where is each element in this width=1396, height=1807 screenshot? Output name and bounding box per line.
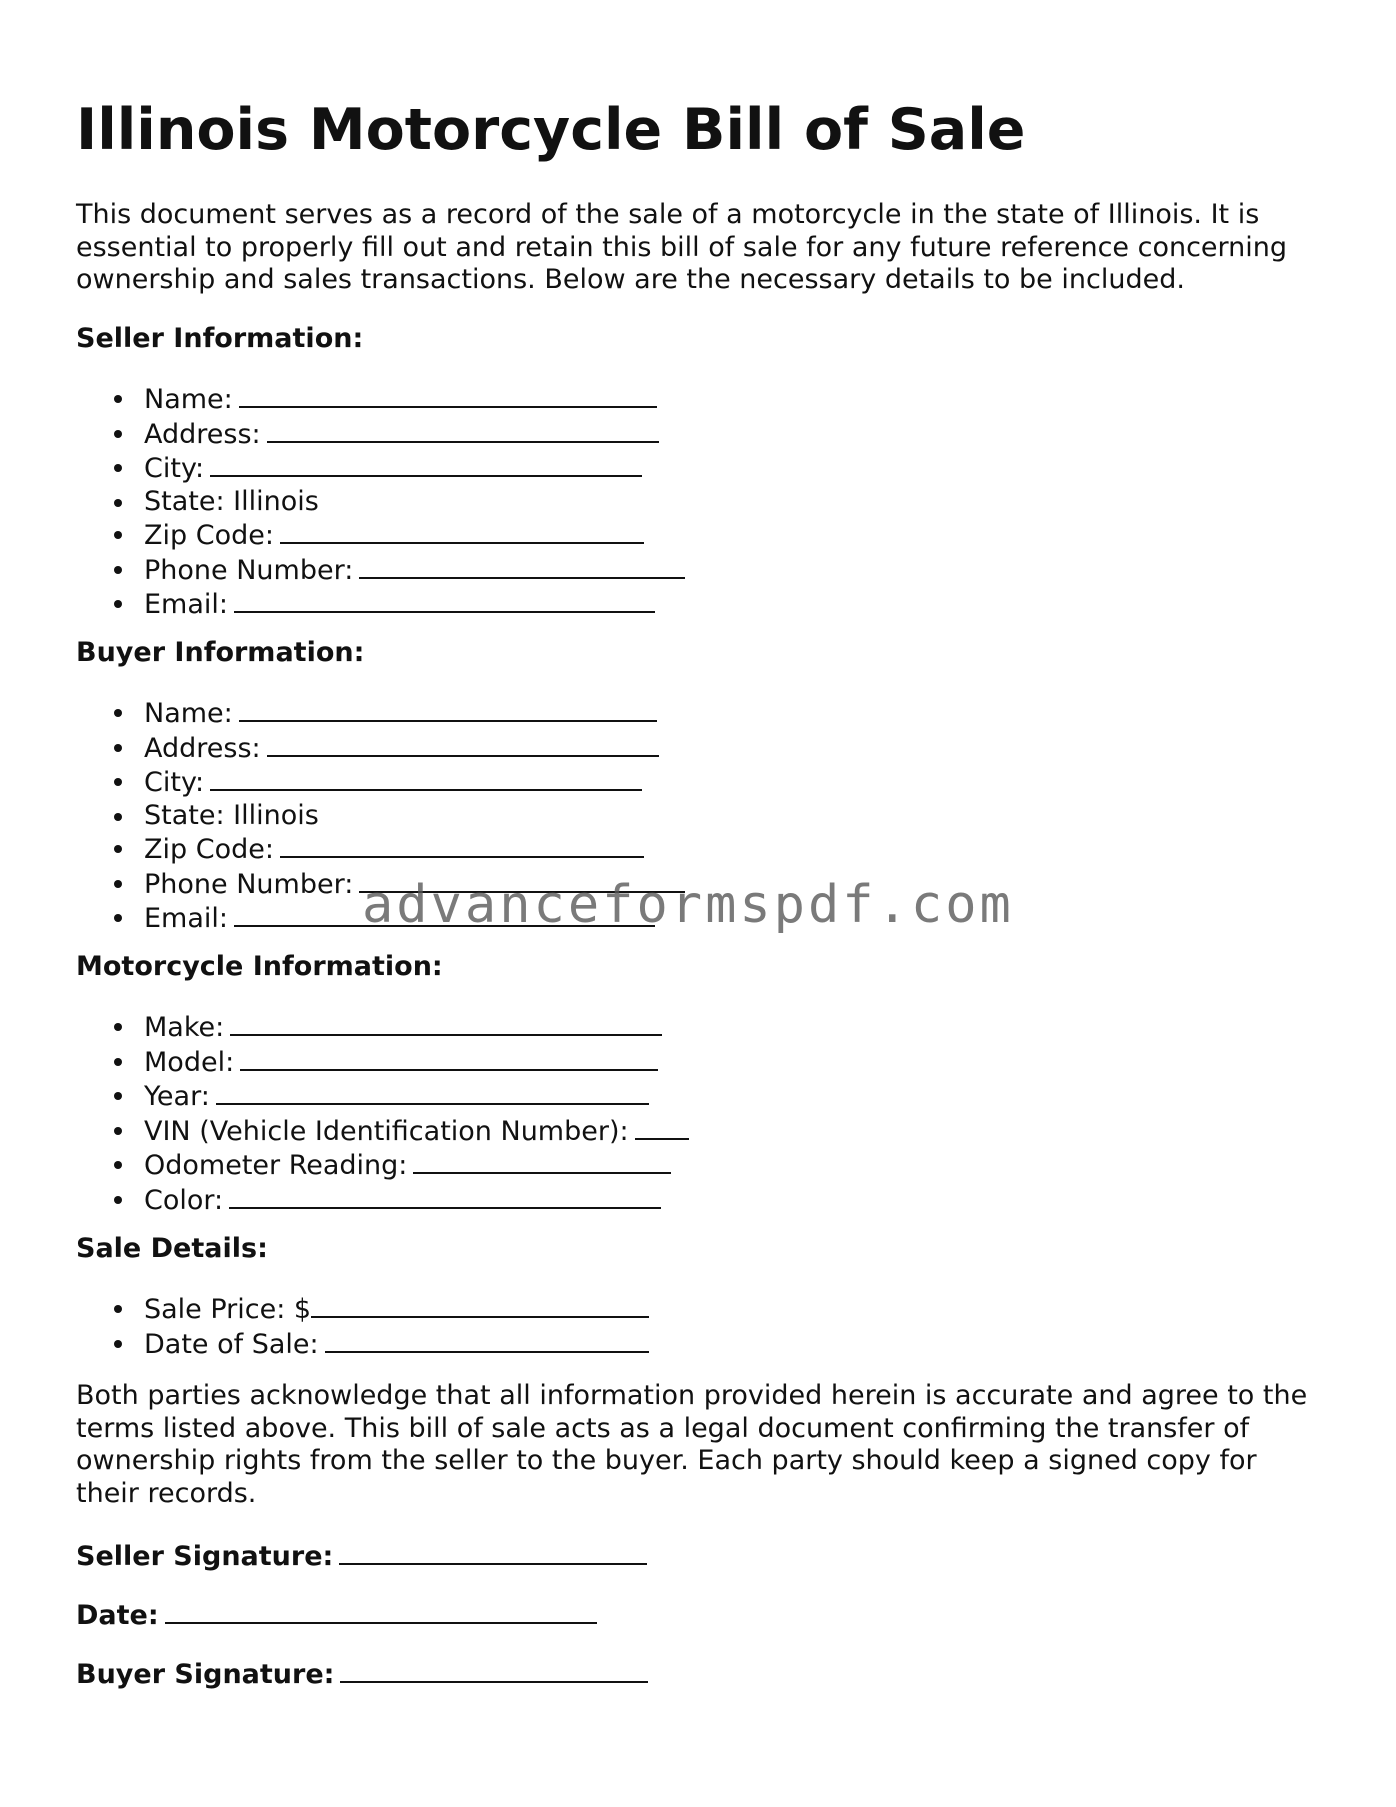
buyer-state-field: State: Illinois [114, 800, 685, 833]
sale-price-field[interactable]: Sale Price: $ [114, 1292, 649, 1327]
seller-name-field[interactable]: Name: [114, 382, 685, 417]
seller-email-field[interactable]: Email: [114, 587, 685, 622]
buyer-section-heading: Buyer Information: [76, 637, 365, 668]
buyer-signature-blank[interactable] [340, 1657, 648, 1683]
motorcycle-year-blank[interactable] [216, 1079, 649, 1105]
seller-address-blank[interactable] [267, 417, 659, 443]
seller-fields-list [114, 382, 685, 622]
seller-city-field[interactable]: City: [114, 451, 685, 486]
seller-zip-field[interactable]: Zip Code: [114, 518, 685, 553]
motorcycle-section-heading: Motorcycle Information: [76, 951, 443, 982]
sale-fields-list [114, 1292, 649, 1361]
buyer-address-blank[interactable] [267, 731, 659, 757]
seller-address-field[interactable]: Address: [114, 417, 685, 452]
motorcycle-make-field[interactable]: Make: [114, 1010, 689, 1045]
seller-signature-field[interactable]: Seller Signature: [76, 1539, 647, 1573]
motorcycle-color-blank[interactable] [229, 1183, 661, 1209]
seller-city-blank[interactable] [210, 451, 642, 477]
sale-date-field[interactable]: Date of Sale: [114, 1327, 649, 1362]
watermark-text: advanceformspdf.com [362, 875, 1014, 935]
buyer-city-blank[interactable] [210, 765, 642, 791]
seller-phone-blank[interactable] [359, 553, 685, 579]
sale-date-blank[interactable] [325, 1327, 649, 1353]
buyer-address-field[interactable]: Address: [114, 731, 685, 766]
buyer-email-field[interactable]: Email: [114, 901, 685, 936]
motorcycle-fields-list [114, 1010, 689, 1217]
seller-signature-blank[interactable] [339, 1539, 647, 1565]
motorcycle-year-field[interactable]: Year: [114, 1079, 689, 1114]
motorcycle-model-field[interactable]: Model: [114, 1045, 689, 1080]
seller-email-blank[interactable] [234, 587, 655, 613]
page-title: Illinois Motorcycle Bill of Sale [76, 97, 1026, 163]
buyer-name-blank[interactable] [239, 696, 657, 722]
signature-date-blank[interactable] [165, 1598, 597, 1624]
intro-paragraph: This document serves as a record of the sale of a motorcycle in the state of Illinois. It is essential to properly fill out and retain this bill of sale for any future reference concerning ownership and sales transactions. Below are the necessary details to be included. [76, 199, 1288, 295]
seller-phone-field[interactable]: Phone Number: [114, 553, 685, 588]
motorcycle-vin-field[interactable]: VIN (Vehicle Identification Number): [114, 1114, 689, 1149]
motorcycle-color-field[interactable]: Color: [114, 1183, 689, 1218]
closing-paragraph: Both parties acknowledge that all information provided herein is accurate and agree to the terms listed above. This bill of sale acts as a legal document confirming the transfer of ownership rights from the seller to the buyer. Each party should keep a signed copy for their records. [76, 1380, 1308, 1509]
buyer-phone-field[interactable]: Phone Number: [114, 867, 685, 902]
buyer-signature-field[interactable]: Buyer Signature: [76, 1657, 648, 1691]
motorcycle-model-blank[interactable] [240, 1045, 658, 1071]
buyer-name-field[interactable]: Name: [114, 696, 685, 731]
buyer-zip-field[interactable]: Zip Code: [114, 832, 685, 867]
motorcycle-vin-blank[interactable] [635, 1114, 689, 1140]
sale-price-blank[interactable] [311, 1292, 649, 1318]
seller-section-heading: Seller Information: [76, 323, 364, 354]
motorcycle-odometer-blank[interactable] [413, 1148, 671, 1174]
seller-state-field: State: Illinois [114, 486, 685, 519]
buyer-zip-blank[interactable] [280, 832, 644, 858]
sale-section-heading: Sale Details: [76, 1233, 268, 1264]
signature-date-field[interactable]: Date: [76, 1598, 597, 1632]
buyer-city-field[interactable]: City: [114, 765, 685, 800]
seller-zip-blank[interactable] [280, 518, 644, 544]
seller-name-blank[interactable] [239, 382, 657, 408]
motorcycle-odometer-field[interactable]: Odometer Reading: [114, 1148, 689, 1183]
motorcycle-make-blank[interactable] [230, 1010, 662, 1036]
